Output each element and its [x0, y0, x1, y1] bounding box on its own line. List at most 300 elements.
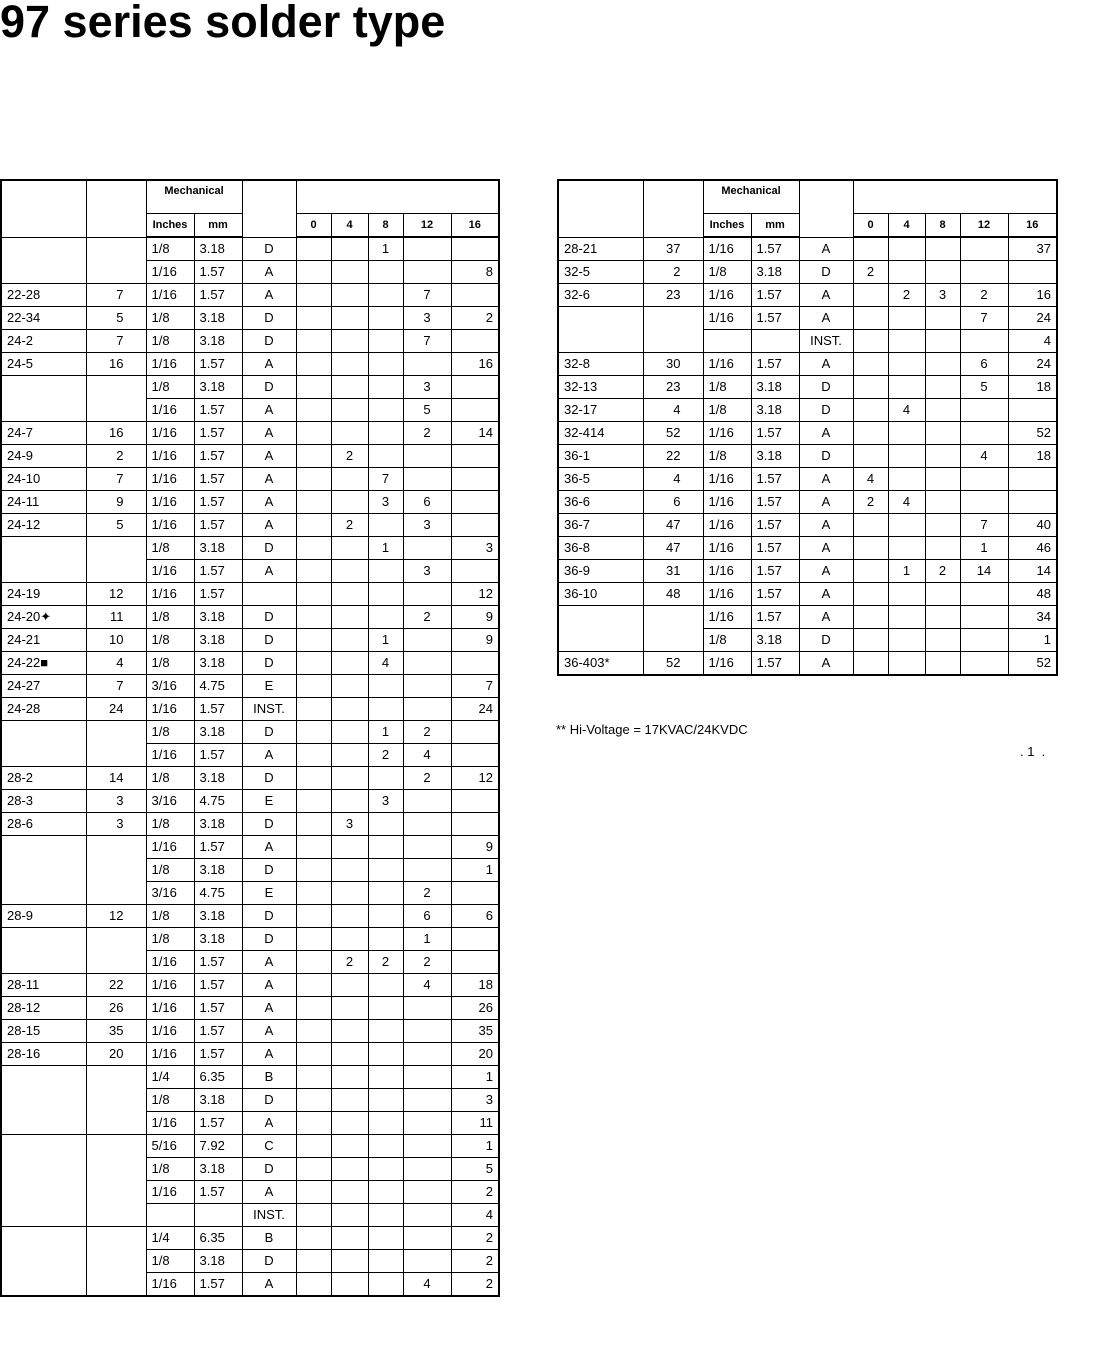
cell-size-0	[296, 1066, 331, 1089]
cell-inches: 1/8	[703, 629, 751, 652]
table-row	[1, 1135, 499, 1158]
cell-arrangement: 22-28	[1, 284, 86, 307]
cell-size-12: 1	[403, 928, 451, 951]
cell-mm: 3.18	[194, 376, 242, 399]
cell-type: D	[799, 445, 853, 468]
cell-inches: 1/8	[146, 928, 194, 951]
table-row	[1, 767, 499, 790]
cell-size-12	[403, 859, 451, 882]
cell-size-12: 2	[403, 422, 451, 445]
cell-size-4	[331, 353, 368, 376]
table-row	[558, 376, 1057, 399]
cell-arrangement: 32-17	[558, 399, 643, 422]
cell-size-0	[296, 422, 331, 445]
table-row	[1, 537, 499, 560]
cell-size-16	[451, 882, 499, 905]
cell-size-8: 1	[368, 629, 403, 652]
cell-mm: 3.18	[751, 399, 799, 422]
cell-total-contacts: 35	[86, 1020, 146, 1043]
cell-total-contacts	[86, 721, 146, 767]
table-row	[1, 491, 499, 514]
cell-mm: 4.75	[194, 675, 242, 698]
cell-size-16	[451, 928, 499, 951]
cell-inches: 1/16	[146, 1112, 194, 1135]
cell-arrangement	[1, 928, 86, 974]
cell-size-8	[368, 606, 403, 629]
cell-size-8: 1	[368, 537, 403, 560]
cell-size-16: 4	[451, 1204, 499, 1227]
cell-type: D	[799, 399, 853, 422]
cell-inches: 1/8	[146, 307, 194, 330]
cell-size-0	[296, 514, 331, 537]
cell-total-contacts: 12	[86, 905, 146, 928]
cell-type: A	[242, 284, 296, 307]
cell-size-8	[368, 882, 403, 905]
cell-size-4	[331, 1112, 368, 1135]
cell-mm: 3.18	[194, 606, 242, 629]
cell-inches: 1/16	[703, 514, 751, 537]
cell-arrangement: 24-22■	[1, 652, 86, 675]
cell-size-16: 2	[451, 1181, 499, 1204]
cell-type: A	[242, 491, 296, 514]
cell-mm: 1.57	[194, 1112, 242, 1135]
cell-size-12: 4	[403, 1273, 451, 1297]
cell-type: A	[799, 652, 853, 676]
cell-mm	[751, 330, 799, 353]
cell-type: B	[242, 1066, 296, 1089]
cell-arrangement: 36-7	[558, 514, 643, 537]
cell-inches: 1/8	[146, 767, 194, 790]
cell-type	[242, 583, 296, 606]
cell-mm: 1.57	[751, 560, 799, 583]
cell-size-4	[331, 836, 368, 859]
cell-type: D	[242, 537, 296, 560]
cell-inches: 1/16	[146, 468, 194, 491]
cell-type: A	[242, 422, 296, 445]
header-size-12: 12	[960, 214, 1008, 238]
cell-total-contacts: 7	[86, 330, 146, 353]
cell-size-12	[403, 237, 451, 261]
cell-mm: 1.57	[751, 307, 799, 330]
cell-size-4: 1	[888, 560, 925, 583]
cell-size-4	[888, 537, 925, 560]
cell-size-0	[296, 951, 331, 974]
cell-type: B	[242, 1227, 296, 1250]
cell-inches: 1/16	[146, 514, 194, 537]
cell-size-4: 4	[888, 491, 925, 514]
cell-size-0	[296, 284, 331, 307]
cell-size-8	[925, 307, 960, 330]
header-mechanical: Mechanical	[146, 180, 242, 214]
cell-size-4	[888, 468, 925, 491]
cell-size-12	[403, 583, 451, 606]
cell-size-8	[368, 1020, 403, 1043]
cell-size-8	[925, 537, 960, 560]
cell-total-contacts: 16	[86, 422, 146, 445]
cell-inches: 3/16	[146, 675, 194, 698]
cell-size-0: 4	[853, 468, 888, 491]
cell-inches: 1/16	[146, 974, 194, 997]
cell-arrangement	[1, 1066, 86, 1135]
cell-size-12: 4	[403, 974, 451, 997]
cell-arrangement: 32-13	[558, 376, 643, 399]
cell-type: A	[242, 560, 296, 583]
cell-size-4	[331, 284, 368, 307]
cell-size-4	[888, 237, 925, 261]
cell-type: A	[242, 1273, 296, 1297]
cell-size-4	[331, 1066, 368, 1089]
cell-total-contacts: 52	[643, 652, 703, 676]
cell-arrangement	[1, 721, 86, 767]
cell-size-16: 14	[1008, 560, 1057, 583]
cell-type: D	[242, 606, 296, 629]
cell-size-4	[331, 1158, 368, 1181]
cell-type: INST.	[799, 330, 853, 353]
cell-total-contacts: 52	[643, 422, 703, 445]
cell-size-8	[368, 376, 403, 399]
cell-size-0	[296, 882, 331, 905]
cell-size-12: 4	[960, 445, 1008, 468]
cell-inches: 1/16	[146, 951, 194, 974]
cell-size-0	[853, 422, 888, 445]
cell-size-16	[1008, 399, 1057, 422]
cell-size-4	[331, 928, 368, 951]
cell-size-8	[925, 629, 960, 652]
cell-inches: 1/8	[146, 1250, 194, 1273]
cell-size-8	[925, 376, 960, 399]
cell-mm: 3.18	[194, 237, 242, 261]
cell-size-8	[925, 445, 960, 468]
cell-mm: 3.18	[194, 905, 242, 928]
cell-size-0	[853, 560, 888, 583]
cell-mm: 1.57	[194, 468, 242, 491]
cell-type: D	[242, 813, 296, 836]
cell-total-contacts	[86, 376, 146, 422]
cell-size-8	[368, 974, 403, 997]
cell-mm: 1.57	[194, 284, 242, 307]
cell-size-8	[368, 1273, 403, 1297]
cell-size-4	[331, 1181, 368, 1204]
table-row	[1, 721, 499, 744]
header-total-contacts	[86, 180, 146, 237]
cell-inches: 1/8	[146, 330, 194, 353]
cell-size-8	[368, 836, 403, 859]
cell-size-8	[368, 1204, 403, 1227]
cell-mm: 1.57	[194, 261, 242, 284]
table-row	[1, 376, 499, 399]
cell-size-16: 20	[451, 1043, 499, 1066]
cell-type: A	[799, 606, 853, 629]
cell-mm: 1.57	[751, 514, 799, 537]
cell-size-16	[1008, 468, 1057, 491]
cell-size-16: 37	[1008, 237, 1057, 261]
cell-inches: 1/16	[146, 261, 194, 284]
cell-size-8: 2	[368, 744, 403, 767]
cell-arrangement: 36-6	[558, 491, 643, 514]
cell-size-4	[331, 330, 368, 353]
cell-size-16: 16	[451, 353, 499, 376]
cell-size-16	[451, 445, 499, 468]
cell-mm: 3.18	[751, 376, 799, 399]
cell-size-0	[296, 1158, 331, 1181]
header-type	[242, 180, 296, 237]
cell-size-0	[296, 237, 331, 261]
cell-mm: 1.57	[194, 1273, 242, 1297]
table-row	[558, 606, 1057, 629]
cell-size-4	[331, 721, 368, 744]
cell-arrangement: 36-9	[558, 560, 643, 583]
cell-arrangement: 36-5	[558, 468, 643, 491]
cell-size-12	[403, 1043, 451, 1066]
cell-size-4	[331, 422, 368, 445]
cell-size-8	[925, 261, 960, 284]
cell-type: A	[242, 399, 296, 422]
cell-mm: 1.57	[194, 744, 242, 767]
cell-type: A	[799, 422, 853, 445]
cell-type: D	[242, 237, 296, 261]
cell-arrangement: 28-21	[558, 237, 643, 261]
cell-size-4	[331, 1273, 368, 1297]
table-row	[1, 813, 499, 836]
cell-size-16	[451, 721, 499, 744]
cell-arrangement	[1, 1227, 86, 1297]
cell-size-16: 9	[451, 629, 499, 652]
cell-arrangement: 24-12	[1, 514, 86, 537]
header-size-0: 0	[296, 214, 331, 238]
cell-total-contacts	[86, 537, 146, 583]
cell-size-12	[403, 836, 451, 859]
cell-type: A	[242, 744, 296, 767]
cell-size-4	[331, 675, 368, 698]
cell-mm: 4.75	[194, 882, 242, 905]
cell-arrangement: 36-1	[558, 445, 643, 468]
table-row	[1, 1043, 499, 1066]
cell-size-16	[451, 951, 499, 974]
cell-inches: 1/16	[146, 1273, 194, 1297]
cell-type: E	[242, 790, 296, 813]
cell-size-8	[368, 261, 403, 284]
cell-size-16	[451, 491, 499, 514]
cell-inches: 1/16	[146, 445, 194, 468]
cell-size-0	[296, 468, 331, 491]
cell-inches: 1/16	[703, 583, 751, 606]
cell-size-0	[296, 997, 331, 1020]
cell-size-8	[925, 237, 960, 261]
cell-type: A	[799, 307, 853, 330]
page-number: . 1 .	[1020, 744, 1046, 759]
cell-total-contacts: 10	[86, 629, 146, 652]
table-row	[1, 307, 499, 330]
cell-size-0	[296, 675, 331, 698]
cell-arrangement: 24-5	[1, 353, 86, 376]
cell-size-16: 2	[451, 1227, 499, 1250]
cell-size-16	[451, 284, 499, 307]
cell-mm: 1.57	[194, 583, 242, 606]
cell-size-12: 7	[403, 330, 451, 353]
cell-mm: 1.57	[194, 560, 242, 583]
cell-size-12: 2	[403, 951, 451, 974]
cell-size-0	[296, 445, 331, 468]
cell-mm: 3.18	[194, 767, 242, 790]
table-row	[1, 1020, 499, 1043]
cell-size-12: 1	[960, 537, 1008, 560]
cell-total-contacts	[643, 606, 703, 652]
cell-mm: 1.57	[751, 537, 799, 560]
cell-size-8	[925, 399, 960, 422]
cell-total-contacts	[86, 928, 146, 974]
cell-type: D	[242, 905, 296, 928]
cell-type: D	[242, 767, 296, 790]
cell-inches: 1/16	[146, 1020, 194, 1043]
cell-size-0	[853, 307, 888, 330]
cell-inches: 1/16	[146, 836, 194, 859]
cell-arrangement	[558, 307, 643, 353]
cell-inches: 1/16	[703, 468, 751, 491]
cell-arrangement: 24-7	[1, 422, 86, 445]
cell-size-12: 3	[403, 376, 451, 399]
cell-size-12: 6	[403, 905, 451, 928]
cell-total-contacts: 37	[643, 237, 703, 261]
cell-size-12: 3	[403, 307, 451, 330]
cell-type: A	[242, 353, 296, 376]
cell-size-4: 2	[331, 445, 368, 468]
cell-size-0	[296, 698, 331, 721]
cell-mm: 1.57	[751, 353, 799, 376]
cell-arrangement	[1, 836, 86, 905]
cell-size-0	[296, 928, 331, 951]
cell-mm: 1.57	[194, 1020, 242, 1043]
cell-size-8	[925, 491, 960, 514]
cell-size-0	[296, 330, 331, 353]
cell-size-0	[296, 1135, 331, 1158]
cell-total-contacts: 4	[643, 399, 703, 422]
cell-size-16	[451, 652, 499, 675]
cell-size-0	[296, 560, 331, 583]
cell-size-0: 2	[853, 491, 888, 514]
cell-size-8: 2	[368, 951, 403, 974]
cell-mm: 3.18	[194, 330, 242, 353]
cell-size-8	[368, 997, 403, 1020]
cell-arrangement	[1, 237, 86, 284]
cell-size-0	[296, 583, 331, 606]
cell-size-12	[403, 629, 451, 652]
cell-arrangement: 28-6	[1, 813, 86, 836]
cell-size-0	[853, 537, 888, 560]
cell-inches: 1/16	[703, 537, 751, 560]
cell-size-12: 14	[960, 560, 1008, 583]
cell-size-16: 1	[451, 859, 499, 882]
cell-size-8	[368, 698, 403, 721]
cell-size-4	[331, 652, 368, 675]
cell-total-contacts: 9	[86, 491, 146, 514]
cell-arrangement	[1, 537, 86, 583]
cell-size-16: 12	[451, 583, 499, 606]
cell-total-contacts: 6	[643, 491, 703, 514]
cell-total-contacts	[86, 836, 146, 905]
cell-size-8	[368, 767, 403, 790]
cell-mm: 3.18	[194, 1089, 242, 1112]
cell-type: INST.	[242, 698, 296, 721]
cell-size-16: 12	[451, 767, 499, 790]
cell-size-0	[296, 307, 331, 330]
cell-size-4	[331, 997, 368, 1020]
cell-arrangement: 24-2	[1, 330, 86, 353]
cell-arrangement: 24-27	[1, 675, 86, 698]
cell-size-4	[888, 606, 925, 629]
cell-size-16: 18	[1008, 445, 1057, 468]
cell-total-contacts: 16	[86, 353, 146, 376]
cell-inches: 1/8	[146, 813, 194, 836]
footnote-hi-voltage: ** Hi-Voltage = 17KVAC/24KVDC	[556, 722, 748, 737]
cell-size-12: 7	[403, 284, 451, 307]
cell-size-0	[296, 629, 331, 652]
cell-size-16: 3	[451, 537, 499, 560]
cell-arrangement: 24-9	[1, 445, 86, 468]
cell-type: D	[242, 721, 296, 744]
header-mm: mm	[194, 214, 242, 238]
cell-size-4	[331, 974, 368, 997]
cell-size-8	[368, 1135, 403, 1158]
cell-inches: 1/8	[146, 652, 194, 675]
cell-size-0	[296, 652, 331, 675]
cell-inches: 1/8	[146, 859, 194, 882]
cell-inches: 1/16	[146, 560, 194, 583]
cell-inches: 1/16	[703, 422, 751, 445]
cell-size-16	[1008, 491, 1057, 514]
table-row	[1, 652, 499, 675]
cell-total-contacts: 31	[643, 560, 703, 583]
header-size-0: 0	[853, 214, 888, 238]
cell-mm: 3.18	[194, 1158, 242, 1181]
cell-size-4	[331, 560, 368, 583]
header-arrangement	[1, 180, 86, 237]
cell-size-12	[403, 813, 451, 836]
cell-total-contacts	[86, 1066, 146, 1135]
cell-size-12: 2	[403, 882, 451, 905]
cell-inches: 1/8	[146, 537, 194, 560]
cell-size-4	[331, 537, 368, 560]
cell-inches: 3/16	[146, 882, 194, 905]
cell-size-0	[296, 606, 331, 629]
cell-size-8: 1	[368, 237, 403, 261]
cell-size-8	[368, 330, 403, 353]
cell-total-contacts: 7	[86, 468, 146, 491]
table-row	[1, 606, 499, 629]
cell-size-16	[451, 813, 499, 836]
cell-total-contacts: 7	[86, 284, 146, 307]
cell-size-0	[296, 1089, 331, 1112]
cell-size-0	[296, 1112, 331, 1135]
cell-size-16: 14	[451, 422, 499, 445]
cell-size-0	[296, 859, 331, 882]
cell-arrangement: 24-21	[1, 629, 86, 652]
cell-size-4	[331, 399, 368, 422]
cell-size-16: 24	[1008, 353, 1057, 376]
cell-type: E	[242, 882, 296, 905]
table-row	[558, 583, 1057, 606]
table-row	[558, 514, 1057, 537]
cell-size-0	[296, 376, 331, 399]
cell-size-0	[296, 491, 331, 514]
cell-inches: 1/8	[146, 237, 194, 261]
cell-arrangement: 24-28	[1, 698, 86, 721]
header-size-8: 8	[925, 214, 960, 238]
cell-size-16: 52	[1008, 652, 1057, 676]
cell-size-16	[451, 560, 499, 583]
cell-type: A	[799, 284, 853, 307]
cell-size-8	[368, 905, 403, 928]
header-size-16: 16	[451, 214, 499, 238]
